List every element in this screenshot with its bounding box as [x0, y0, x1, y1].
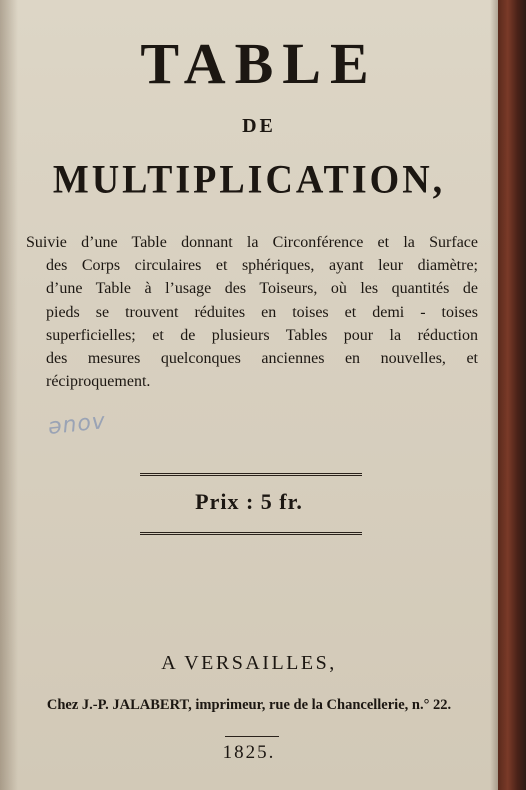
subtitle-paragraph	[26, 231, 478, 393]
subtitle-line: des mesures quelconques anciennes en nouvelles, et	[46, 350, 478, 368]
subtitle-line: superficielles; et de plusieurs Tables pour la réduction	[46, 326, 478, 344]
short-divider	[225, 736, 279, 737]
title-line-table: TABLE	[140, 31, 378, 96]
title-line-de: DE	[242, 115, 276, 137]
imprint-year: 1825.	[222, 742, 276, 763]
handwritten-annotation: ǝnov	[46, 409, 108, 440]
double-rule-bottom	[140, 532, 362, 538]
subtitle-line: d’une Table à l’usage des Toiseurs, où les quantités de	[46, 280, 478, 298]
book-spine	[498, 0, 526, 790]
double-rule-top	[140, 473, 362, 479]
imprint-publisher: Chez J.-P. JALABERT, imprimeur, rue de la Chancellerie, n.° 22.	[46, 697, 452, 713]
subtitle-line: pieds se trouvent réduites en toises et demi - toises	[46, 303, 478, 321]
title-line-multiplication: MULTIPLICATION,	[52, 157, 446, 203]
imprint-city: A VERSAILLES,	[161, 652, 337, 674]
subtitle-line: des Corps circulaires et sphériques, ayant leur diamètre;	[46, 257, 478, 275]
price-label: Prix : 5 fr.	[195, 489, 303, 514]
subtitle-line: Suivie d’une Table donnant la Circonférence et la Surface	[26, 234, 478, 251]
subtitle-line: réciproquement.	[46, 373, 151, 391]
